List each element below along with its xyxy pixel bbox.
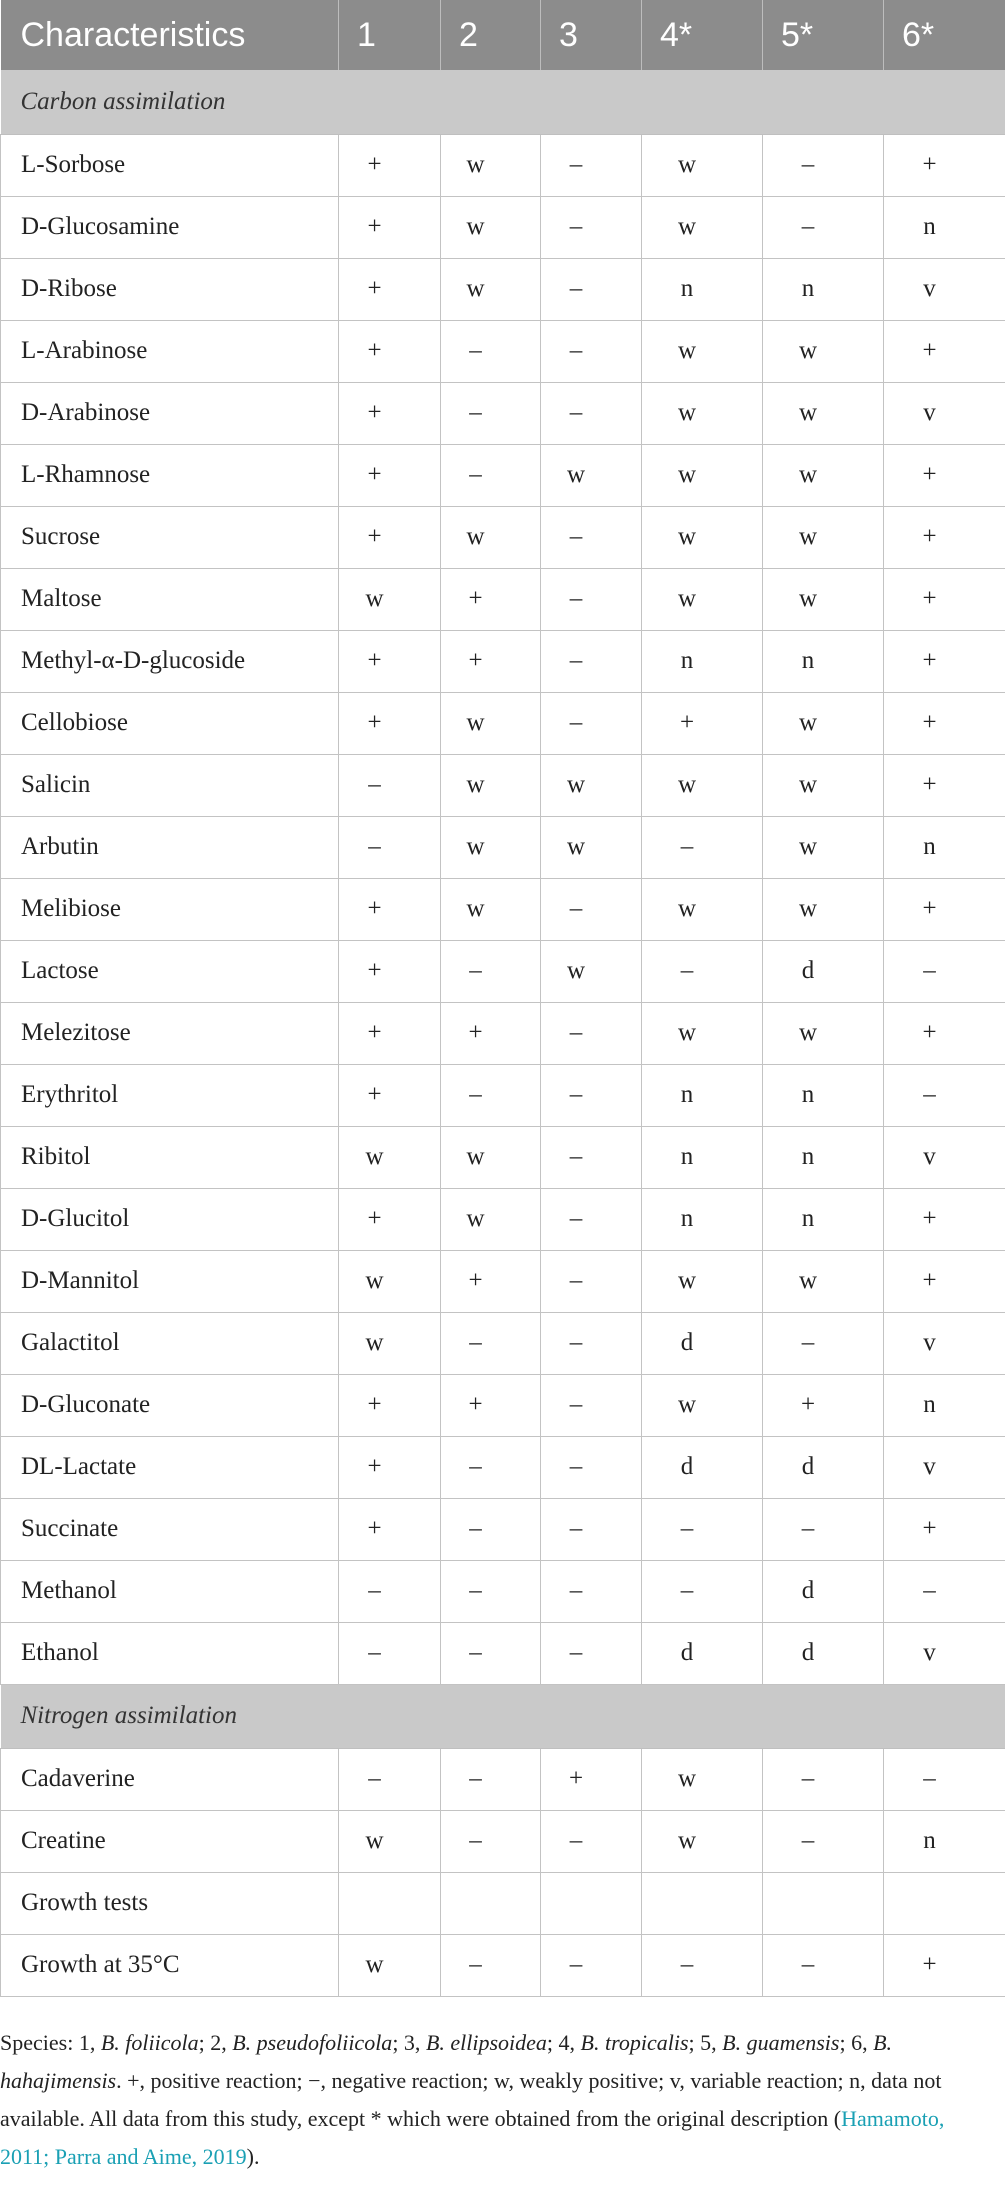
reaction-cell-species-3: – — [541, 1002, 642, 1064]
reaction-cell-species-5: d — [763, 1436, 884, 1498]
section-header-row — [1, 1684, 1005, 1748]
reaction-cell-species-4: d — [642, 1312, 763, 1374]
reaction-cell-species-6: – — [884, 1560, 1005, 1622]
reaction-cell-species-2: w — [441, 754, 541, 816]
footnote-end: ). — [246, 2144, 260, 2169]
table-row — [1, 1188, 1005, 1250]
reaction-cell-species-5: w — [763, 816, 884, 878]
reaction-cell-species-6: + — [884, 134, 1005, 196]
characteristic-label: Sucrose — [1, 506, 339, 568]
reaction-cell-species-1: + — [339, 1002, 441, 1064]
reaction-cell-species-5: – — [763, 134, 884, 196]
reaction-cell-species-5: n — [763, 630, 884, 692]
reaction-cell-species-6: n — [884, 816, 1005, 878]
characteristic-label: Succinate — [1, 1498, 339, 1560]
characteristic-label: Galactitol — [1, 1312, 339, 1374]
reaction-cell-species-1: + — [339, 1498, 441, 1560]
reaction-cell-species-4: w — [642, 568, 763, 630]
reaction-cell-species-4: – — [642, 940, 763, 1002]
reaction-cell-species-5: w — [763, 1002, 884, 1064]
reaction-cell-species-6: n — [884, 196, 1005, 258]
footnote-sep: ; 4, — [546, 2030, 581, 2055]
reaction-cell-species-5: d — [763, 940, 884, 1002]
reaction-cell-species-3: – — [541, 1374, 642, 1436]
reaction-cell-species-4: w — [642, 196, 763, 258]
reaction-cell-species-2: w — [441, 692, 541, 754]
characteristic-label: Melezitose — [1, 1002, 339, 1064]
reaction-cell-species-3: – — [541, 258, 642, 320]
characteristic-label: Salicin — [1, 754, 339, 816]
reaction-cell-species-2: w — [441, 134, 541, 196]
reaction-cell-species-5: – — [763, 1498, 884, 1560]
reaction-cell-species-1: + — [339, 444, 441, 506]
table-row — [1, 1560, 1005, 1622]
reaction-cell-species-6: – — [884, 940, 1005, 1002]
reaction-cell-species-4: w — [642, 382, 763, 444]
reaction-cell-species-2: – — [441, 1498, 541, 1560]
table-row — [1, 568, 1005, 630]
characteristic-label: Lactose — [1, 940, 339, 1002]
reaction-cell-species-5: w — [763, 382, 884, 444]
reaction-cell-species-2 — [441, 1872, 541, 1934]
reaction-cell-species-1: + — [339, 1374, 441, 1436]
table-row — [1, 506, 1005, 568]
table-footnote — [0, 2024, 990, 2176]
reaction-cell-species-3: – — [541, 568, 642, 630]
reaction-cell-species-5: d — [763, 1560, 884, 1622]
reaction-cell-species-6: v — [884, 382, 1005, 444]
citation-link[interactable]: Hamamoto, 2011; Parra and Aime, 2019 — [0, 2106, 945, 2169]
reaction-cell-species-1: w — [339, 1126, 441, 1188]
characteristic-label: D-Mannitol — [1, 1250, 339, 1312]
reaction-cell-species-3: – — [541, 1126, 642, 1188]
species-2-name: B. pseudofoliicola — [232, 2030, 393, 2055]
reaction-cell-species-1: w — [339, 1810, 441, 1872]
reaction-cell-species-5: w — [763, 1250, 884, 1312]
characteristic-label: Growth at 35°C — [1, 1934, 339, 1996]
reaction-cell-species-5: w — [763, 568, 884, 630]
reaction-cell-species-3 — [541, 1872, 642, 1934]
reaction-cell-species-4: w — [642, 1374, 763, 1436]
table-row — [1, 630, 1005, 692]
reaction-cell-species-1: + — [339, 692, 441, 754]
reaction-cell-species-6: + — [884, 1188, 1005, 1250]
reaction-cell-species-3: – — [541, 1560, 642, 1622]
characteristic-label: D-Arabinose — [1, 382, 339, 444]
header-species-4: 4* — [642, 0, 763, 70]
reaction-cell-species-2: w — [441, 1126, 541, 1188]
footnote-sep: ; 6, — [839, 2030, 874, 2055]
reaction-cell-species-3: + — [541, 1748, 642, 1810]
reaction-cell-species-2: – — [441, 1312, 541, 1374]
reaction-cell-species-3: – — [541, 1250, 642, 1312]
reaction-cell-species-2: – — [441, 1622, 541, 1684]
reaction-cell-species-1: w — [339, 568, 441, 630]
reaction-cell-species-2: – — [441, 940, 541, 1002]
table-row — [1, 940, 1005, 1002]
reaction-cell-species-6: v — [884, 1436, 1005, 1498]
reaction-cell-species-2: + — [441, 1374, 541, 1436]
reaction-cell-species-6: + — [884, 568, 1005, 630]
reaction-cell-species-2: – — [441, 1934, 541, 1996]
reaction-cell-species-4: + — [642, 692, 763, 754]
table-row — [1, 1498, 1005, 1560]
reaction-cell-species-1 — [339, 1872, 441, 1934]
reaction-cell-species-5: w — [763, 506, 884, 568]
species-1-name: B. foliicola — [100, 2030, 199, 2055]
characteristic-label: D-Glucosamine — [1, 196, 339, 258]
reaction-cell-species-3: – — [541, 1810, 642, 1872]
reaction-cell-species-4: n — [642, 1126, 763, 1188]
species-6-name: B. hahajimensis — [0, 2030, 893, 2093]
reaction-cell-species-5 — [763, 1872, 884, 1934]
characteristic-label: Ethanol — [1, 1622, 339, 1684]
reaction-cell-species-2: – — [441, 444, 541, 506]
species-3-name: B. ellipsoidea — [425, 2030, 547, 2055]
characteristic-label: D-Gluconate — [1, 1374, 339, 1436]
reaction-cell-species-1: + — [339, 1188, 441, 1250]
footnote-sep: ; 3, — [392, 2030, 426, 2055]
reaction-cell-species-3: – — [541, 1622, 642, 1684]
reaction-cell-species-3: – — [541, 1312, 642, 1374]
characteristic-label: Methanol — [1, 1560, 339, 1622]
reaction-cell-species-6: v — [884, 258, 1005, 320]
reaction-cell-species-6: + — [884, 1498, 1005, 1560]
table-row — [1, 754, 1005, 816]
reaction-cell-species-1: – — [339, 1560, 441, 1622]
footnote-sep: ; 5, — [688, 2030, 723, 2055]
characteristic-label: L-Sorbose — [1, 134, 339, 196]
reaction-cell-species-1: + — [339, 382, 441, 444]
reaction-cell-species-4: d — [642, 1436, 763, 1498]
reaction-cell-species-3: w — [541, 940, 642, 1002]
reaction-cell-species-3: – — [541, 1188, 642, 1250]
characteristic-label: Maltose — [1, 568, 339, 630]
reaction-cell-species-1: w — [339, 1312, 441, 1374]
reaction-cell-species-2: + — [441, 568, 541, 630]
reaction-cell-species-5: d — [763, 1622, 884, 1684]
table-row — [1, 1748, 1005, 1810]
table-row — [1, 1312, 1005, 1374]
header-species-5: 5* — [763, 0, 884, 70]
reaction-cell-species-4: w — [642, 134, 763, 196]
reaction-cell-species-5: w — [763, 444, 884, 506]
reaction-cell-species-2: w — [441, 258, 541, 320]
section-header-row — [1, 70, 1005, 134]
footnote-legend: . +, positive reaction; −, negative reaction; w, weakly positive; v, variable reaction; n, data not available. All data from this study, except * which were obtained from the original description ( — [0, 2068, 942, 2131]
reaction-cell-species-5: n — [763, 1188, 884, 1250]
characteristic-label: Arbutin — [1, 816, 339, 878]
reaction-cell-species-5: – — [763, 1934, 884, 1996]
footnote-intro: Species: 1, — [0, 2030, 101, 2055]
reaction-cell-species-5: + — [763, 1374, 884, 1436]
table-row — [1, 444, 1005, 506]
reaction-cell-species-1: – — [339, 816, 441, 878]
reaction-cell-species-3: – — [541, 320, 642, 382]
reaction-cell-species-6: + — [884, 320, 1005, 382]
characteristic-label: DL-Lactate — [1, 1436, 339, 1498]
reaction-cell-species-2: w — [441, 816, 541, 878]
header-species-1: 1 — [339, 0, 441, 70]
reaction-cell-species-1: w — [339, 1250, 441, 1312]
reaction-cell-species-4: n — [642, 1064, 763, 1126]
reaction-cell-species-5: w — [763, 692, 884, 754]
characteristic-label: D-Glucitol — [1, 1188, 339, 1250]
table-row — [1, 1934, 1005, 1996]
reaction-cell-species-6: v — [884, 1312, 1005, 1374]
reaction-cell-species-1: + — [339, 1064, 441, 1126]
reaction-cell-species-3: – — [541, 382, 642, 444]
reaction-cell-species-3: – — [541, 134, 642, 196]
reaction-cell-species-2: + — [441, 1250, 541, 1312]
reaction-cell-species-5: – — [763, 1810, 884, 1872]
reaction-cell-species-6: + — [884, 1250, 1005, 1312]
reaction-cell-species-3: – — [541, 630, 642, 692]
table-row — [1, 382, 1005, 444]
reaction-cell-species-2: w — [441, 878, 541, 940]
table-row — [1, 1064, 1005, 1126]
header-row — [1, 0, 1005, 70]
table-row — [1, 1872, 1005, 1934]
reaction-cell-species-1: + — [339, 506, 441, 568]
reaction-cell-species-3: – — [541, 1498, 642, 1560]
reaction-cell-species-3: w — [541, 754, 642, 816]
header-species-2: 2 — [441, 0, 541, 70]
header-species-6: 6* — [884, 0, 1005, 70]
reaction-cell-species-3: – — [541, 1064, 642, 1126]
reaction-cell-species-6: + — [884, 1002, 1005, 1064]
table-row — [1, 258, 1005, 320]
reaction-cell-species-4: n — [642, 630, 763, 692]
reaction-cell-species-4: – — [642, 1560, 763, 1622]
reaction-cell-species-1: – — [339, 1622, 441, 1684]
reaction-cell-species-2: – — [441, 1560, 541, 1622]
reaction-cell-species-4: w — [642, 320, 763, 382]
reaction-cell-species-2: – — [441, 320, 541, 382]
reaction-cell-species-6: n — [884, 1810, 1005, 1872]
reaction-cell-species-6: v — [884, 1126, 1005, 1188]
table-row — [1, 320, 1005, 382]
reaction-cell-species-6: v — [884, 1622, 1005, 1684]
characteristic-label: Creatine — [1, 1810, 339, 1872]
reaction-cell-species-3: – — [541, 196, 642, 258]
reaction-cell-species-3: w — [541, 444, 642, 506]
reaction-cell-species-3: w — [541, 816, 642, 878]
reaction-cell-species-2: – — [441, 1810, 541, 1872]
reaction-cell-species-6: – — [884, 1064, 1005, 1126]
table-row — [1, 134, 1005, 196]
table-row — [1, 196, 1005, 258]
reaction-cell-species-6: – — [884, 1748, 1005, 1810]
reaction-cell-species-6: + — [884, 754, 1005, 816]
characteristic-label: L-Arabinose — [1, 320, 339, 382]
characteristic-label: D-Ribose — [1, 258, 339, 320]
reaction-cell-species-4: w — [642, 506, 763, 568]
table-row — [1, 1374, 1005, 1436]
reaction-cell-species-4: – — [642, 1498, 763, 1560]
characteristic-label: Cadaverine — [1, 1748, 339, 1810]
species-4-name: B. tropicalis — [580, 2030, 689, 2055]
reaction-cell-species-2: – — [441, 1748, 541, 1810]
reaction-cell-species-3: – — [541, 692, 642, 754]
reaction-cell-species-3: – — [541, 1934, 642, 1996]
reaction-cell-species-5: – — [763, 1312, 884, 1374]
reaction-cell-species-1: + — [339, 1436, 441, 1498]
reaction-cell-species-3: – — [541, 506, 642, 568]
reaction-cell-species-5: n — [763, 1126, 884, 1188]
reaction-cell-species-4: w — [642, 444, 763, 506]
header-species-3: 3 — [541, 0, 642, 70]
reaction-cell-species-1: + — [339, 878, 441, 940]
reaction-cell-species-5: n — [763, 1064, 884, 1126]
reaction-cell-species-1: + — [339, 196, 441, 258]
reaction-cell-species-6: + — [884, 630, 1005, 692]
section-title: Nitrogen assimilation — [1, 1684, 1005, 1748]
characteristic-label: Erythritol — [1, 1064, 339, 1126]
reaction-cell-species-6: + — [884, 444, 1005, 506]
reaction-cell-species-1: w — [339, 1934, 441, 1996]
reaction-cell-species-4: n — [642, 1188, 763, 1250]
reaction-cell-species-4: d — [642, 1622, 763, 1684]
reaction-cell-species-1: + — [339, 630, 441, 692]
reaction-cell-species-6: + — [884, 878, 1005, 940]
reaction-cell-species-2: w — [441, 506, 541, 568]
reaction-cell-species-2: + — [441, 1002, 541, 1064]
reaction-cell-species-6: n — [884, 1374, 1005, 1436]
reaction-cell-species-6 — [884, 1872, 1005, 1934]
reaction-cell-species-2: – — [441, 1436, 541, 1498]
table-row — [1, 1126, 1005, 1188]
reaction-cell-species-4: w — [642, 1810, 763, 1872]
characteristic-label: L-Rhamnose — [1, 444, 339, 506]
reaction-cell-species-6: + — [884, 692, 1005, 754]
characteristic-label: Ribitol — [1, 1126, 339, 1188]
reaction-cell-species-2: w — [441, 1188, 541, 1250]
reaction-cell-species-4: – — [642, 1934, 763, 1996]
reaction-cell-species-4: w — [642, 878, 763, 940]
reaction-cell-species-1: + — [339, 940, 441, 1002]
species-5-name: B. guamensis — [722, 2030, 840, 2055]
reaction-cell-species-3: – — [541, 878, 642, 940]
reaction-cell-species-2: – — [441, 382, 541, 444]
reaction-cell-species-1: – — [339, 754, 441, 816]
table-row — [1, 1622, 1005, 1684]
characteristic-label: Melibiose — [1, 878, 339, 940]
reaction-cell-species-1: + — [339, 258, 441, 320]
reaction-cell-species-2: – — [441, 1064, 541, 1126]
reaction-cell-species-3: – — [541, 1436, 642, 1498]
reaction-cell-species-1: + — [339, 320, 441, 382]
reaction-cell-species-5: – — [763, 1748, 884, 1810]
reaction-cell-species-6: + — [884, 1934, 1005, 1996]
reaction-cell-species-5: w — [763, 320, 884, 382]
reaction-cell-species-4: n — [642, 258, 763, 320]
reaction-cell-species-4: w — [642, 1748, 763, 1810]
reaction-cell-species-2: + — [441, 630, 541, 692]
reaction-cell-species-5: w — [763, 754, 884, 816]
reaction-cell-species-4: w — [642, 1002, 763, 1064]
table-row — [1, 878, 1005, 940]
reaction-cell-species-1: + — [339, 134, 441, 196]
reaction-cell-species-4: – — [642, 816, 763, 878]
characteristic-label: Methyl-α-D-glucoside — [1, 630, 339, 692]
reaction-cell-species-6: + — [884, 506, 1005, 568]
reaction-cell-species-5: w — [763, 878, 884, 940]
header-characteristics: Characteristics — [1, 0, 339, 70]
characteristic-label: Growth tests — [1, 1872, 339, 1934]
table-row — [1, 692, 1005, 754]
table-row — [1, 1002, 1005, 1064]
table-row — [1, 816, 1005, 878]
reaction-cell-species-5: n — [763, 258, 884, 320]
footnote-sep: ; 2, — [198, 2030, 233, 2055]
characteristic-label: Cellobiose — [1, 692, 339, 754]
section-title: Carbon assimilation — [1, 70, 1005, 134]
reaction-cell-species-4: w — [642, 1250, 763, 1312]
table-body — [1, 70, 1005, 1996]
reaction-cell-species-4 — [642, 1872, 763, 1934]
reaction-cell-species-5: – — [763, 196, 884, 258]
table-row — [1, 1250, 1005, 1312]
reaction-cell-species-2: w — [441, 196, 541, 258]
reaction-cell-species-1: – — [339, 1748, 441, 1810]
table-row — [1, 1436, 1005, 1498]
reaction-cell-species-4: w — [642, 754, 763, 816]
table-row — [1, 1810, 1005, 1872]
